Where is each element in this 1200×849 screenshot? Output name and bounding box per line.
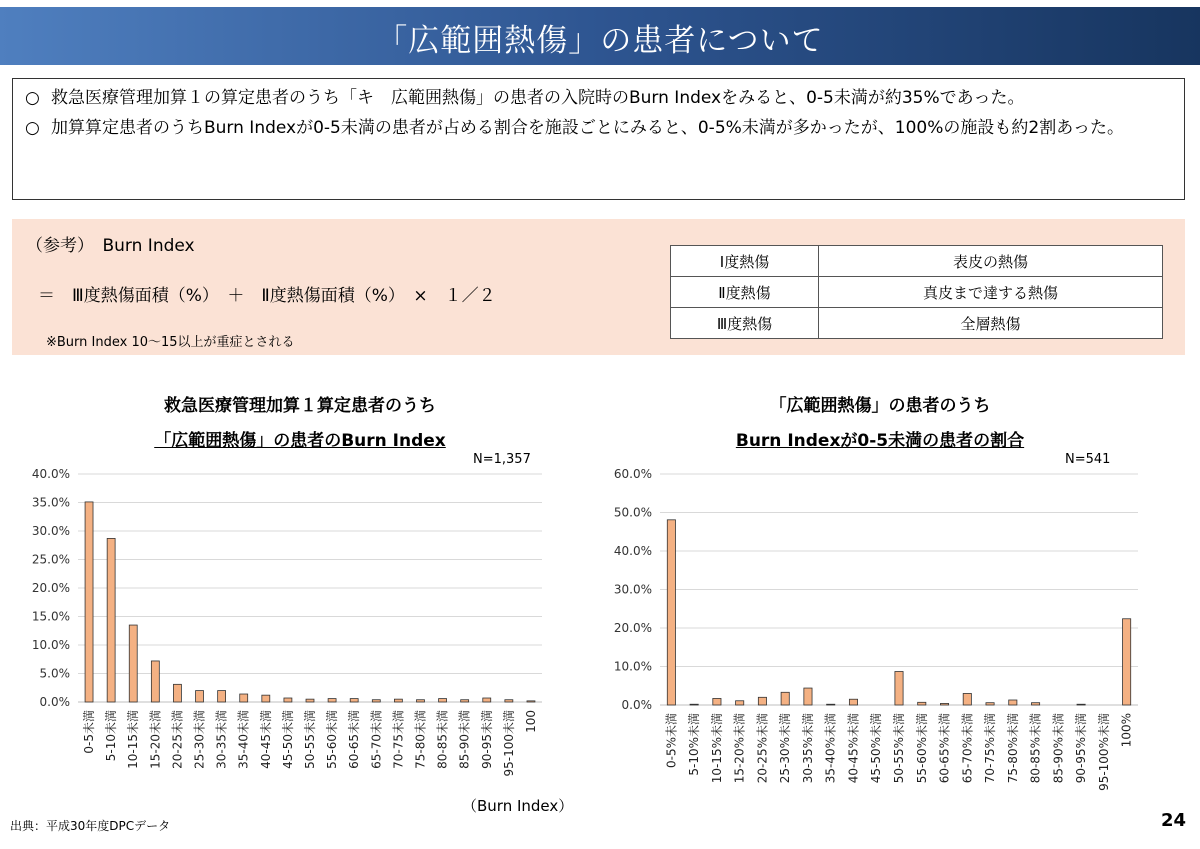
y-tick-label: 15.0% (31, 609, 70, 624)
bar (940, 703, 948, 705)
left-chart-n-label: N=1,357 (473, 452, 531, 467)
x-tick-label: 35-40%未満 (823, 713, 838, 784)
x-tick-label: 0-5%未満 (664, 713, 679, 769)
y-tick-label: 60.0% (613, 467, 652, 481)
y-tick-label: 20.0% (613, 621, 652, 635)
bar (1009, 700, 1017, 705)
degree-cell: Ⅱ度熱傷 (671, 277, 819, 308)
x-tick-label: 40-45未満 (258, 710, 273, 769)
x-tick-label: 55-60未満 (325, 710, 340, 769)
x-tick-label: 65-70%未満 (960, 712, 975, 784)
bar (1077, 704, 1085, 705)
bar (986, 703, 994, 705)
bar (1123, 619, 1131, 705)
summary-point-1: ○ 救急医療管理加算１の算定患者のうち「キ 広範囲熱傷」の患者の入院時のBurn Indexをみると、0-5未満が約35%であった。 (25, 85, 1172, 111)
bar (758, 697, 766, 705)
y-tick-label: 30.0% (613, 582, 652, 597)
x-tick-label: 45-50%未満 (869, 713, 884, 784)
page-title: 「広範囲熱傷」の患者について (376, 23, 824, 59)
y-tick-label: 0.0% (39, 695, 70, 709)
burn-index-formula: ＝ Ⅲ度熱傷面積（%） ＋ Ⅱ度熱傷面積（%） × １／２ (38, 286, 496, 306)
description-cell: 全層熱傷 (819, 308, 1163, 339)
right-chart-n-label: N=541 (1065, 452, 1111, 467)
left-chart-x-axis-title: （Burn Index） (462, 797, 574, 815)
y-tick-label: 40.0% (31, 467, 70, 481)
bar (827, 704, 835, 705)
x-tick-label: 90-95%未満 (1074, 713, 1089, 784)
bar (1031, 703, 1039, 705)
bar (667, 520, 675, 705)
y-tick-label: 50.0% (613, 505, 652, 520)
x-tick-label: 75-80未満 (413, 710, 428, 769)
bar (713, 698, 721, 705)
x-tick-label: 15-20未満 (148, 710, 163, 769)
bullet-circle-icon: ○ (25, 118, 40, 138)
y-tick-label: 20.0% (31, 581, 70, 595)
x-tick-label: 5-10%未満 (687, 713, 702, 776)
bullet-circle-icon: ○ (25, 88, 40, 108)
y-tick-label: 35.0% (31, 495, 70, 510)
x-tick-label: 100% (1119, 713, 1134, 748)
bar (895, 672, 903, 705)
x-tick-label: 20-25%未満 (755, 713, 770, 784)
description-cell: 真皮まで達する熱傷 (819, 277, 1163, 308)
reference-label: （参考） Burn Index (26, 236, 195, 256)
x-tick-label: 95-100%未満 (1096, 713, 1111, 791)
x-tick-label: 60-65%未満 (937, 713, 952, 784)
x-tick-label: 85-90%未満 (1051, 713, 1066, 784)
x-tick-label: 100 (523, 710, 538, 733)
y-tick-label: 0.0% (621, 698, 652, 712)
y-tick-label: 40.0% (613, 544, 652, 558)
page-number: 24 (1160, 810, 1186, 831)
x-tick-label: 40-45%未満 (846, 713, 861, 784)
left-chart-title: 救急医療管理加算１算定患者のうち 「広範囲熱傷」の患者のBurn Index (154, 396, 446, 451)
x-tick-label: 25-30%未満 (778, 713, 793, 784)
bar (690, 704, 698, 705)
summary-point-2: ○ 加算算定患者のうちBurn Indexが0-5未満の患者が占める割合を施設ごとにみると、0-5%未満が多かったが、100%の施設も約2割あった。 (25, 115, 1172, 141)
x-tick-label: 50-55未満 (303, 710, 317, 769)
x-tick-label: 35-40未満 (236, 710, 251, 769)
right-chart-title: 「広範囲熱傷」の患者のうち Burn Indexが0-5未満の患者の割合 (735, 396, 1025, 451)
x-tick-label: 30-35%未満 (800, 713, 815, 784)
x-tick-label: 70-75%未満 (983, 713, 998, 784)
x-tick-label: 90-95未満 (479, 710, 494, 769)
x-tick-label: 45-50未満 (280, 710, 295, 769)
x-tick-label: 85-90未満 (457, 710, 472, 769)
x-tick-label: 20-25未満 (170, 710, 185, 769)
x-tick-label: 80-85未満 (435, 710, 450, 769)
degree-cell: Ⅰ度熱傷 (671, 246, 819, 277)
source-note: 出典：平成30年度DPCデータ (10, 819, 171, 833)
description-cell: 表皮の熱傷 (819, 246, 1163, 277)
degree-cell: Ⅲ度熱傷 (671, 308, 819, 339)
x-tick-label: 5-10未満 (104, 710, 119, 762)
y-tick-label: 10.0% (613, 659, 652, 674)
x-tick-label: 75-80%未満 (1005, 713, 1020, 784)
x-tick-label: 50-55%未満 (892, 713, 906, 784)
reference-note: ※Burn Index 10～15以上が重症とされる (46, 335, 295, 350)
bar (781, 692, 789, 705)
x-tick-label: 30-35未満 (214, 710, 229, 769)
x-tick-label: 55-60%未満 (914, 713, 929, 784)
bar (804, 688, 812, 705)
bar (918, 702, 926, 705)
bar (963, 693, 971, 705)
x-tick-label: 60-65未満 (347, 710, 362, 769)
y-tick-label: 30.0% (31, 524, 70, 538)
y-tick-label: 25.0% (31, 552, 70, 567)
y-tick-label: 10.0% (31, 638, 70, 652)
x-tick-label: 0-5未満 (82, 710, 97, 754)
x-tick-label: 70-75未満 (391, 710, 406, 769)
bar (849, 699, 857, 705)
x-tick-label: 25-30未満 (192, 710, 207, 769)
x-tick-label: 10-15未満 (126, 710, 141, 769)
x-tick-label: 65-70未満 (369, 710, 384, 769)
y-tick-label: 5.0% (39, 666, 70, 681)
x-tick-label: 95-100未満 (501, 710, 516, 777)
x-tick-label: 10-15%未満 (709, 713, 724, 784)
x-tick-label: 80-85%未満 (1028, 713, 1043, 784)
x-tick-label: 15-20%未満 (732, 713, 747, 784)
bar (736, 701, 744, 705)
